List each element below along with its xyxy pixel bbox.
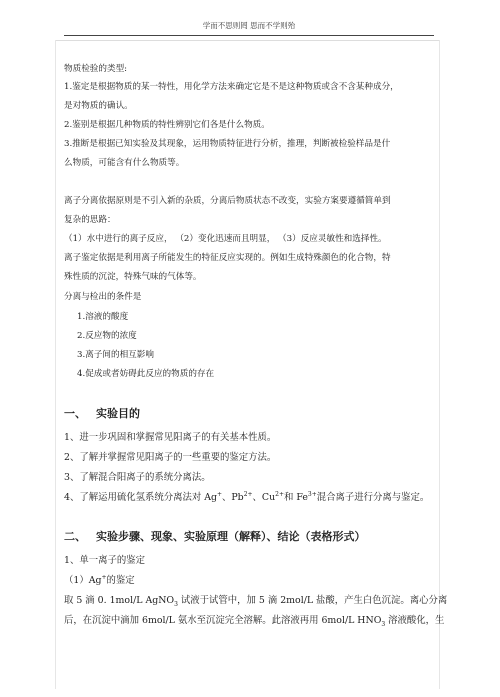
conditions-title: 分离与检出的条件是 bbox=[64, 292, 142, 302]
objective-item bbox=[64, 492, 429, 503]
section2-heading bbox=[64, 531, 366, 542]
types-title: 物质检验的类型: bbox=[64, 64, 128, 74]
section1-title: 实验目的 bbox=[96, 407, 140, 420]
page-border-top bbox=[55, 40, 440, 41]
types-line: 么物质，可能含有什么物质等。 bbox=[64, 158, 185, 168]
procedure-text: 试液于试管中，加 5 滴 2mol/L 盐酸，产生白色沉淀。离心分离 bbox=[177, 595, 448, 606]
procedure-text: 溶液酸化，生 bbox=[385, 615, 445, 626]
separation-line: 离子分离依据原则是不引入新的杂质，分离后物质状态不改变，实验方案要遵循简单到 bbox=[64, 196, 391, 206]
ion-charge: + bbox=[216, 490, 222, 498]
section1-number: 一、 bbox=[64, 407, 86, 420]
section2-number: 二、 bbox=[64, 530, 86, 543]
condition-item: 1.溶液的酸度 bbox=[77, 312, 129, 322]
procedure-text: 取 5 滴 0. 1mol/L AgNO bbox=[64, 595, 175, 606]
page-border-left bbox=[55, 40, 56, 689]
condition-item: 4.促成或者妨碍此反应的物质的存在 bbox=[77, 369, 215, 379]
objective-item-text: 4、了解运用硫化氢系统分离法对 Ag bbox=[64, 492, 217, 503]
procedure-line bbox=[64, 595, 447, 606]
page-border-right bbox=[439, 40, 440, 689]
section1-heading bbox=[64, 408, 140, 419]
procedure-line bbox=[64, 615, 444, 626]
ion-charge: + bbox=[101, 573, 107, 581]
subsubsection-title bbox=[64, 575, 135, 586]
subsubsection-text: （1）Ag bbox=[64, 575, 102, 586]
separation-line: 复杂的思路： bbox=[64, 215, 116, 225]
subsection-title: 1、单一离子的鉴定 bbox=[64, 555, 145, 566]
header-rule bbox=[64, 35, 434, 36]
separation-line: （1）水中进行的离子反应， （2）变化迅速而且明显， （3）反应灵敏性和选择性。 bbox=[64, 234, 387, 244]
objective-item-text: 混合离子进行分离与鉴定。 bbox=[316, 492, 430, 503]
separation-line: 殊性质的沉淀，特殊气味的气体等。 bbox=[64, 272, 202, 282]
ion-charge: 2+ bbox=[275, 490, 284, 498]
ion-charge: 3+ bbox=[307, 490, 317, 498]
objective-item: 3、了解混合阳离子的系统分离法。 bbox=[64, 472, 211, 483]
ion-charge: 2+ bbox=[243, 490, 253, 498]
objective-item: 2、了解并掌握常见阳离子的一些重要的鉴定方法。 bbox=[64, 452, 277, 463]
types-line: 2.鉴别是根据几种物质的特性辨别它们各是什么物质。 bbox=[64, 120, 270, 130]
page-header: 学而不思则罔 思而不学则殆 bbox=[202, 21, 296, 30]
separation-line: 离子鉴定依据是利用离子所能发生的特征反应实现的。例如生成特殊颜色的化合物，特 bbox=[64, 253, 391, 263]
objective-item-text: 、Cu bbox=[252, 492, 276, 503]
condition-item: 3.离子间的相互影响 bbox=[77, 350, 154, 360]
section2-title: 实验步骤、现象、实验原理（解释）、结论（表格形式） bbox=[96, 530, 366, 543]
objective-item-text: 和 Fe bbox=[284, 492, 308, 503]
condition-item: 2.反应物的浓度 bbox=[77, 331, 137, 341]
formula-subscript: 3 bbox=[174, 600, 178, 608]
formula-subscript: 3 bbox=[381, 620, 386, 628]
types-line: 3.推断是根据已知实验及其现象，运用物质特征进行分析，推理，判断被检验样品是什 bbox=[64, 139, 391, 149]
types-line: 1.鉴定是根据物质的某一特性，用化学方法来确定它是不是这种物质或含不含某种成分， bbox=[64, 82, 399, 92]
subsubsection-text: 的鉴定 bbox=[106, 575, 135, 586]
objective-item-text: 、Pb bbox=[222, 492, 244, 503]
objective-item: 1、进一步巩固和掌握常见阳离子的有关基本性质。 bbox=[64, 432, 277, 443]
procedure-text: 后，在沉淀中滴加 6mol/L 氨水至沉淀完全溶解。此溶液再用 6mol/L HNO bbox=[64, 615, 382, 626]
types-line: 是对物质的确认。 bbox=[64, 101, 133, 111]
